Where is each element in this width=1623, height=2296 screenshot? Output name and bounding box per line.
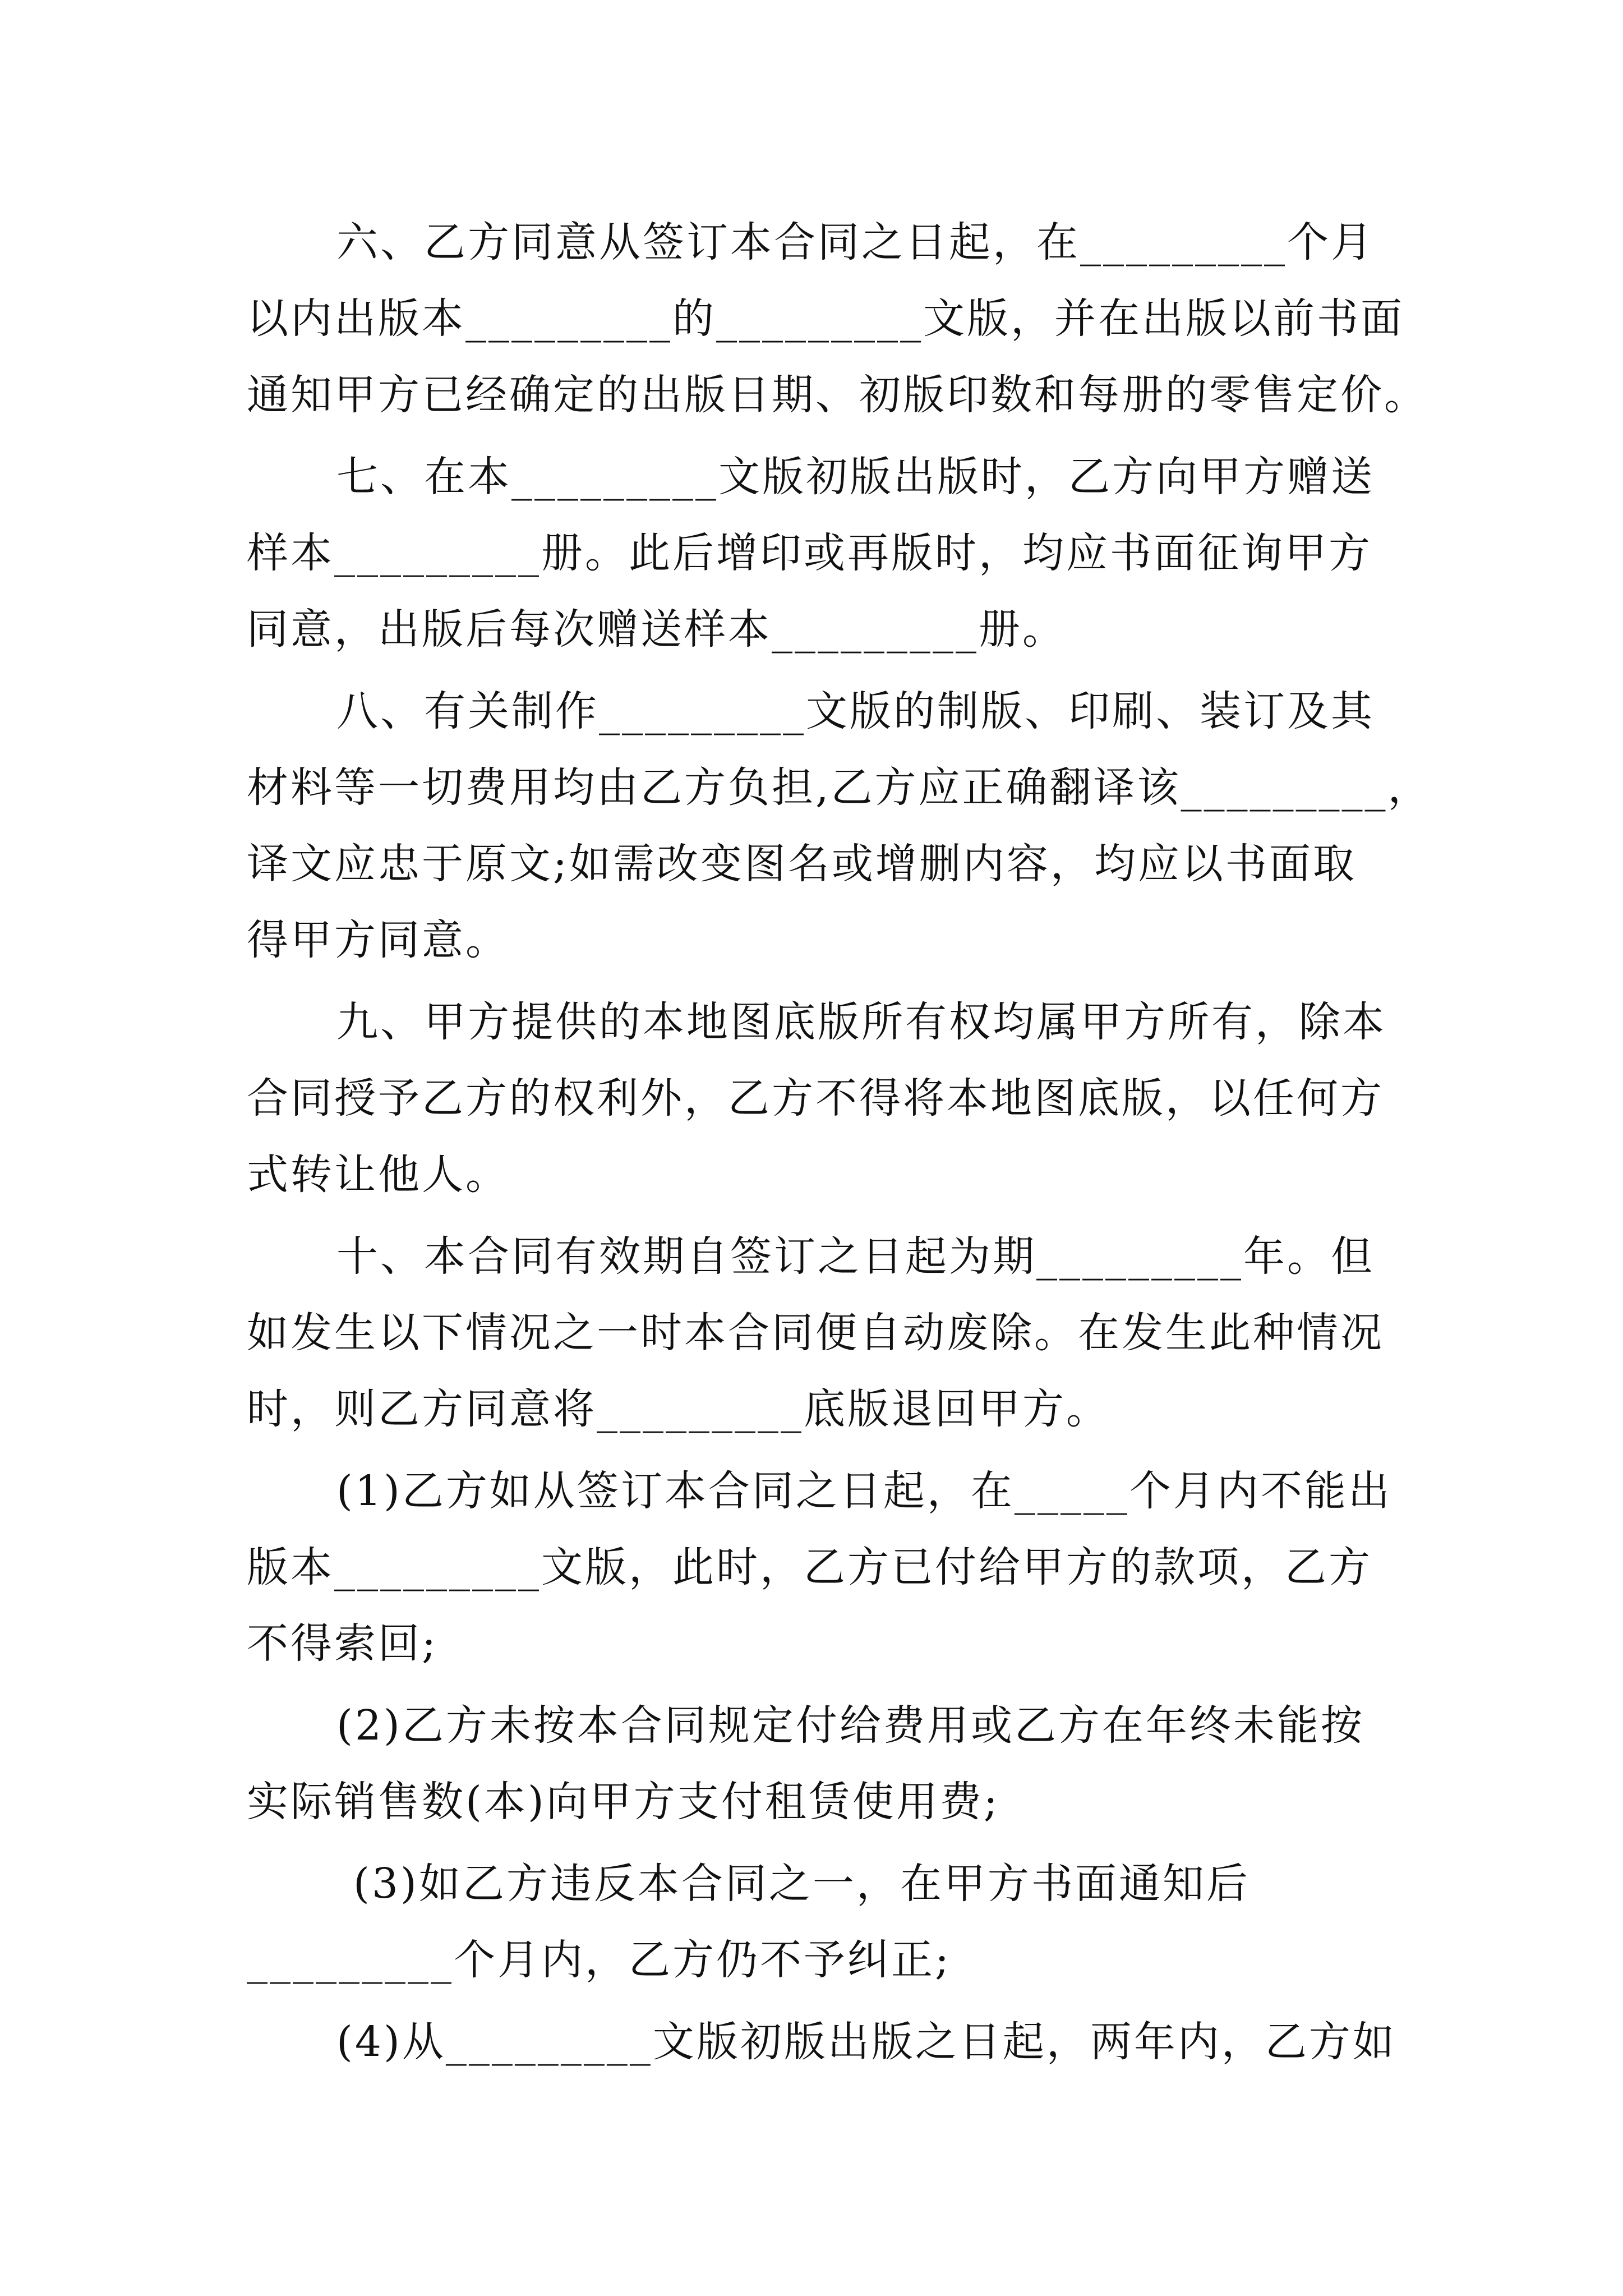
- text-line: (2)乙方未按本合同规定付给费用或乙方在年终未能按: [336, 1701, 1364, 1750]
- text-line: 合同授予乙方的权利外，乙方不得将本地图底版，以任何方: [247, 1074, 1384, 1122]
- text-line: 八、有关制作_________文版的制版、印刷、装订及其: [336, 687, 1375, 735]
- text-line: 六、乙方同意从签订本合同之日起，在_________个月: [336, 218, 1375, 266]
- text-line: 材料等一切费用均由乙方负担,乙方应正确翻译该_________，: [247, 763, 1432, 812]
- text-line: 不得索回;: [247, 1619, 438, 1668]
- text-line: 通知甲方已经确定的出版日期、初版印数和每册的零售定价。: [247, 371, 1428, 419]
- text-line: (4)从_________文版初版出版之日起，两年内，乙方如: [336, 2018, 1396, 2066]
- text-line: 时，则乙方同意将_________底版退回甲方。: [247, 1385, 1110, 1433]
- text-line: 译文应忠于原文;如需改变图名或增删内容，均应以书面取: [247, 840, 1357, 888]
- text-line: 九、甲方提供的本地图底版所有权均属甲方所有，除本: [336, 998, 1386, 1046]
- text-line: 样本_________册。此后增印或再版时，均应书面征询甲方: [247, 529, 1372, 577]
- text-line: 式转让他人。: [247, 1151, 509, 1199]
- text-line: 实际销售数(本)向甲方支付租赁使用费;: [247, 1778, 1000, 1826]
- text-line: _________个月内，乙方仍不予纠正;: [247, 1936, 951, 1984]
- text-line: 七、在本_________文版初版出版时，乙方向甲方赠送: [336, 453, 1375, 501]
- text-line: 得甲方同意。: [247, 916, 509, 964]
- text-line: 以内出版本_________的_________文版，并在出版以前书面: [247, 295, 1404, 343]
- text-line: 版本_________文版，此时，乙方已付给甲方的款项，乙方: [247, 1543, 1372, 1591]
- text-line: (1)乙方如从签订本合同之日起，在_____个月内不能出: [336, 1467, 1392, 1515]
- text-line: 如发生以下情况之一时本合同便自动废除。在发生此种情况: [247, 1309, 1384, 1357]
- text-line: 同意，出版后每次赠送样本_________册。: [247, 605, 1066, 654]
- text-line: 十、本合同有效期自签订之日起为期_________年。但: [336, 1232, 1375, 1281]
- text-line: (3)如乙方违反本合同之一，在甲方书面通知后: [353, 1860, 1250, 1908]
